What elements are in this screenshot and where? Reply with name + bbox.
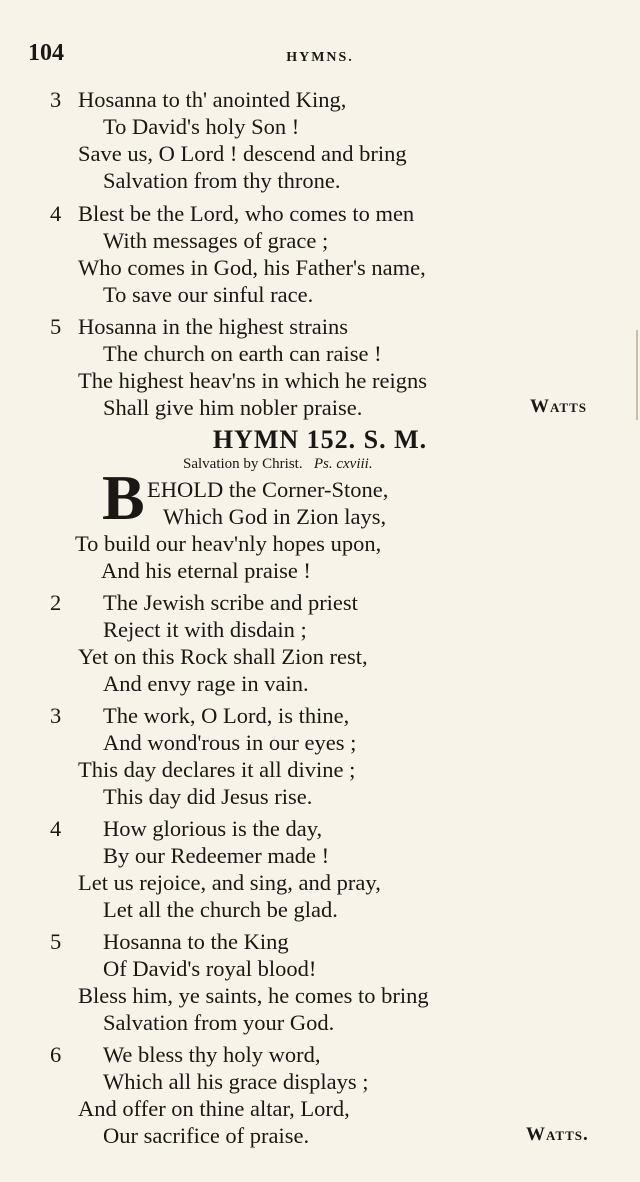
verse-line: Salvation from your God. <box>103 1010 335 1035</box>
verse-line: Reject it with disdain ; <box>103 617 307 642</box>
verse-line: Hosanna to the King <box>103 929 289 954</box>
verse-line: Bless him, ye saints, he comes to bring <box>78 983 429 1008</box>
stanza-number: 6 <box>50 1042 62 1067</box>
stanza-number: 3 <box>50 87 62 112</box>
verse-line: Of David's royal blood! <box>103 956 317 981</box>
verse-line: Shall give him nobler praise. <box>103 395 363 420</box>
author-attribution: Watts. <box>526 1124 589 1145</box>
page-number: 104 <box>28 40 64 66</box>
verse-line: Let all the church be glad. <box>103 897 338 922</box>
verse-line: With messages of grace ; <box>103 228 329 253</box>
hymn-subtitle <box>183 456 373 473</box>
verse-line: By our Redeemer made ! <box>103 843 330 868</box>
verse-line: And envy rage in vain. <box>103 671 309 696</box>
verse-line: And offer on thine altar, Lord, <box>78 1096 350 1121</box>
verse-line: We bless thy holy word, <box>103 1042 321 1067</box>
verse-line: Our sacrifice of praise. <box>103 1123 310 1148</box>
verse-line: EHOLD the Corner-Stone, <box>147 477 389 502</box>
hymn-title: HYMN 152. S. M. <box>212 425 428 454</box>
stanza-number: 2 <box>50 590 62 615</box>
verse-line: This day did Jesus rise. <box>103 784 313 809</box>
verse-line: How glorious is the day, <box>103 816 323 841</box>
verse-line: Blest be the Lord, who comes to men <box>78 201 415 226</box>
verse-line: To David's holy Son ! <box>103 114 300 139</box>
verse-line: Which God in Zion lays, <box>163 504 387 529</box>
verse-line: And his eternal praise ! <box>101 558 311 583</box>
verse-line: The Jewish scribe and priest <box>103 590 358 615</box>
page-edge-shadow <box>636 330 638 420</box>
stanza-number: 5 <box>50 314 62 339</box>
verse-line: Salvation from thy throne. <box>103 168 341 193</box>
verse-line: Which all his grace displays ; <box>103 1069 369 1094</box>
verse-line: To build our heav'nly hopes upon, <box>75 531 382 556</box>
verse-line: The highest heav'ns in which he reigns <box>78 368 427 393</box>
scripture-reference: Ps. cxviii. <box>313 456 373 472</box>
verse-line: Hosanna to th' anointed King, <box>78 87 347 112</box>
running-head: HYMNS. <box>286 50 354 65</box>
verse-line: The work, O Lord, is thine, <box>103 703 350 728</box>
stanza-number: 4 <box>50 201 62 226</box>
verse-line: And wond'rous in our eyes ; <box>103 730 357 755</box>
verse-line: To save our sinful race. <box>103 282 314 307</box>
verse-line: The church on earth can raise ! <box>103 341 382 366</box>
verse-line: Let us rejoice, and sing, and pray, <box>78 870 381 895</box>
verse-line: Hosanna in the highest strains <box>78 314 348 339</box>
stanza-number: 5 <box>50 929 62 954</box>
verse-line: Who comes in God, his Father's name, <box>78 255 426 280</box>
verse-line: This day declares it all divine ; <box>78 757 356 782</box>
stanza-number: 4 <box>50 816 62 841</box>
verse-line: Save us, O Lord ! descend and bring <box>78 141 407 166</box>
verse-line: Yet on this Rock shall Zion rest, <box>78 644 368 669</box>
hymn-topic: Salvation by Christ. <box>183 456 303 472</box>
author-attribution: Watts <box>530 396 587 417</box>
drop-cap: B <box>102 462 145 533</box>
stanza-number: 3 <box>50 703 62 728</box>
